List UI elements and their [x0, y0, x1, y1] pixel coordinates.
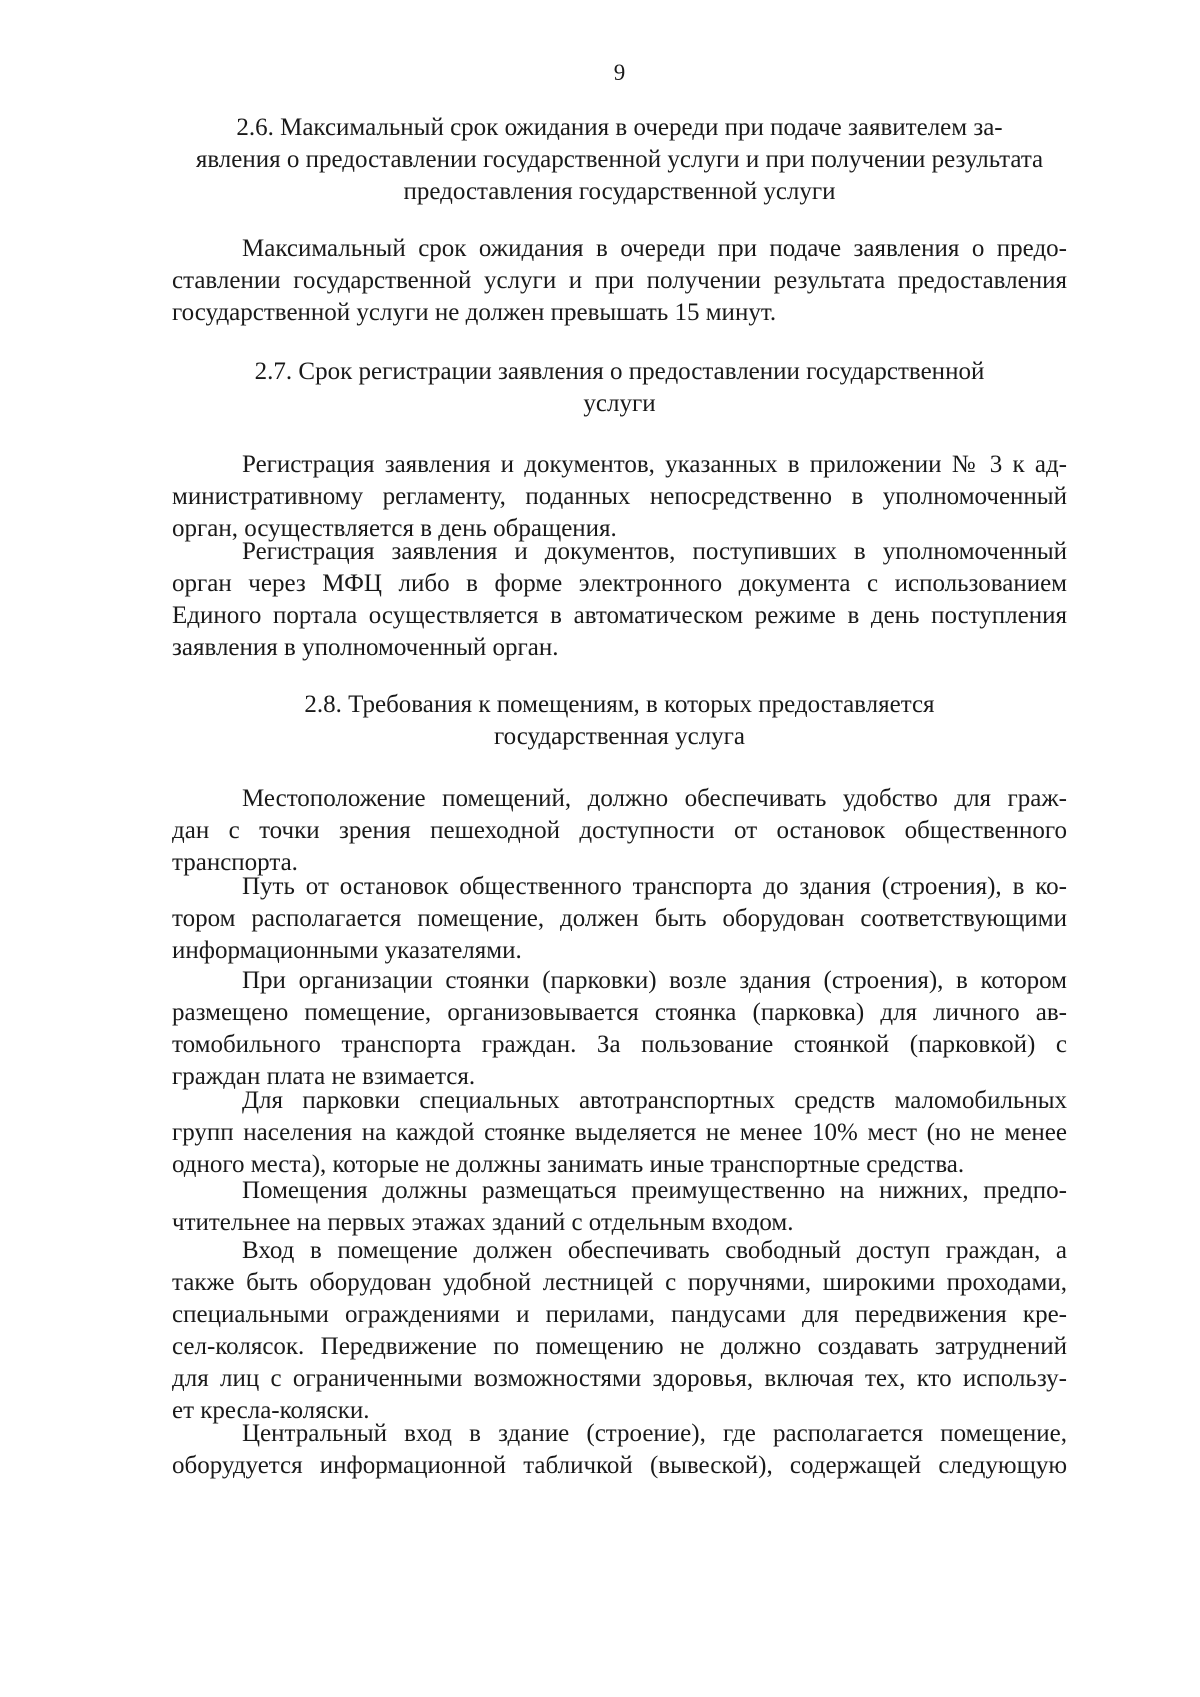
paragraph-line: Максимальный срок ожидания в очереди при подаче заявления о предо-	[242, 235, 1067, 262]
paragraph-line: транспорта.	[172, 849, 298, 876]
paragraph	[172, 871, 1067, 967]
paragraph-line: для лиц с ограниченными возможностями здоровья, включая тех, кто использу-	[172, 1365, 1067, 1392]
paragraph	[172, 536, 1067, 664]
paragraph-line: заявления в уполномоченный орган.	[172, 634, 559, 661]
heading-line: 2.6. Максимальный срок ожидания в очереди при подаче заявителем за-	[236, 114, 1003, 141]
paragraph	[172, 1418, 1067, 1482]
paragraph-line: оборудуется информационной табличкой (вывеской), содержащей следующую	[172, 1452, 1067, 1479]
paragraph-line: информационными указателями.	[172, 937, 522, 964]
paragraph	[172, 1085, 1067, 1181]
paragraph-line: размещено помещение, организовывается стоянка (парковка) для личного ав-	[172, 999, 1067, 1026]
heading-line: государственная услуга	[493, 723, 746, 750]
paragraph-line: орган, осуществляется в день обращения.	[172, 515, 617, 542]
paragraph-line: Местоположение помещений, должно обеспечивать удобство для граж-	[242, 785, 1067, 812]
paragraph-line: одного места), которые не должны занимать иные транспортные средства.	[172, 1151, 965, 1178]
paragraph-line: ет кресла-коляски.	[172, 1397, 370, 1424]
heading-line: услуги	[583, 390, 656, 417]
paragraph-line: Единого портала осуществляется в автоматическом режиме в день поступления	[172, 602, 1067, 629]
paragraph-line: Путь от остановок общественного транспорта до здания (строения), в ко-	[242, 873, 1067, 900]
paragraph-line: Вход в помещение должен обеспечивать свободный доступ граждан, а	[242, 1237, 1067, 1264]
page-number: 9	[613, 60, 626, 85]
paragraph-line: групп населения на каждой стоянке выделяется не менее 10% мест (но не менее	[172, 1119, 1067, 1146]
paragraph	[172, 449, 1067, 545]
paragraph-line: При организации стоянки (парковки) возле здания (строения), в котором	[242, 967, 1067, 994]
heading-line: 2.8. Требования к помещениям, в которых предоставляется	[304, 691, 935, 718]
paragraph-line: Помещения должны размещаться преимущественно на нижних, предпо-	[242, 1177, 1067, 1204]
paragraph-line: граждан плата не взимается.	[172, 1063, 476, 1090]
section-heading-2-7	[172, 356, 1067, 420]
paragraph	[172, 1235, 1067, 1427]
paragraph-line: государственной услуги не должен превышать 15 минут.	[172, 299, 777, 326]
paragraph-line: Для парковки специальных автотранспортных средств маломобильных	[242, 1087, 1067, 1114]
paragraph-line: также быть оборудован удобной лестницей с поручнями, широкими проходами,	[172, 1269, 1067, 1296]
paragraph-line: Центральный вход в здание (строение), где располагается помещение,	[242, 1420, 1067, 1447]
paragraph-line: тором располагается помещение, должен быть оборудован соответствующими	[172, 905, 1067, 932]
paragraph	[172, 965, 1067, 1093]
paragraph-line: министративному регламенту, поданных непосредственно в уполномоченный	[172, 483, 1067, 510]
section-heading-2-6	[172, 112, 1067, 208]
paragraph-line: чтительнее на первых этажах зданий с отдельным входом.	[172, 1209, 794, 1236]
heading-line: предоставления государственной услуги	[403, 178, 836, 205]
paragraph	[172, 233, 1067, 329]
paragraph-line: ставлении государственной услуги и при получении результата предоставления	[172, 267, 1067, 294]
paragraph-line: специальными ограждениями и перилами, пандусами для передвижения кре-	[172, 1301, 1067, 1328]
paragraph	[172, 1175, 1067, 1239]
paragraph-line: дан с точки зрения пешеходной доступности от остановок общественного	[172, 817, 1067, 844]
paragraph-line: томобильного транспорта граждан. За пользование стоянкой (парковкой) с	[172, 1031, 1067, 1058]
paragraph-line: орган через МФЦ либо в форме электронного документа с использованием	[172, 570, 1067, 597]
paragraph-line: Регистрация заявления и документов, указанных в приложении № 3 к ад-	[242, 451, 1067, 478]
section-heading-2-8	[172, 689, 1067, 753]
heading-line: 2.7. Срок регистрации заявления о предоставлении государственной	[254, 358, 985, 385]
paragraph-line: сел-колясок. Передвижение по помещению не должно создавать затруднений	[172, 1333, 1067, 1360]
paragraph	[172, 783, 1067, 879]
heading-line: явления о предоставлении государственной услуги и при получении результата	[195, 146, 1044, 173]
paragraph-line: Регистрация заявления и документов, поступивших в уполномоченный	[242, 538, 1067, 565]
